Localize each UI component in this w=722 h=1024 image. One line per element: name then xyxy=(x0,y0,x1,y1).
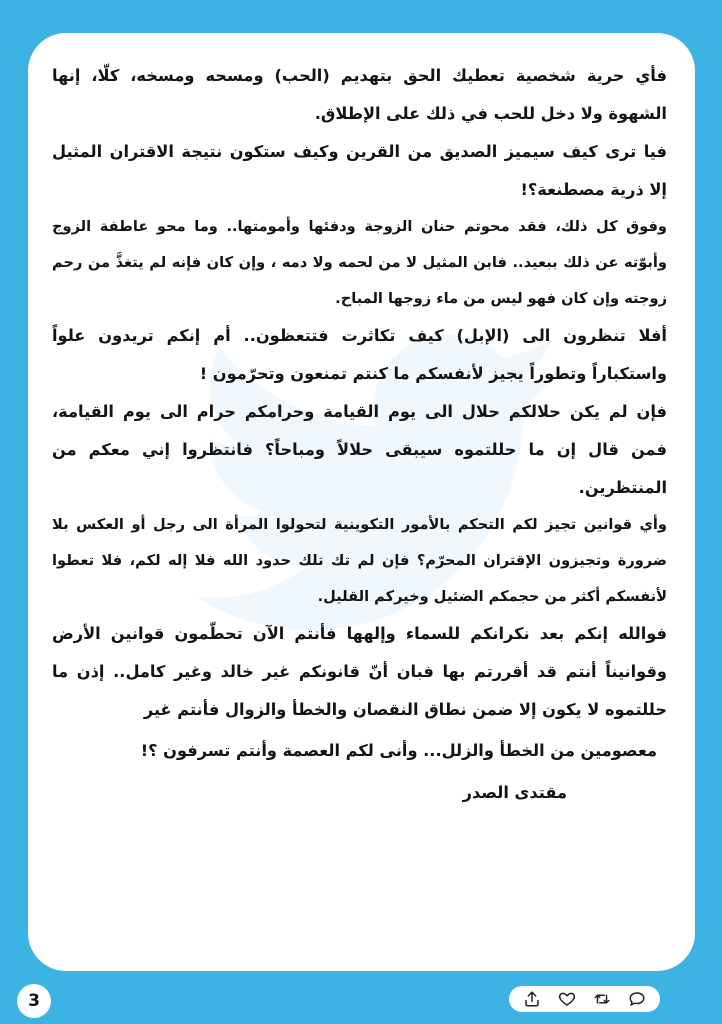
article-body xyxy=(52,57,667,813)
comment-icon xyxy=(628,990,646,1008)
paragraph-7: فوالله إنكم بعد نكرانكم للسماء وإلهها فأنتم الآن تحطّمون قوانين الأرض وقوانيناً أنتم قد أقررتم بها فبان أنّ قانونكم غير خالد وغير كامل.. إذن ما حللتموه لا يكون إلا ضمن نطاق النقصان والخطأ والزوال فأنتم غير xyxy=(52,624,667,719)
paragraph-1: فأي حرية شخصية تعطيك الحق بتهديم (الحب) ومسحه ومسخه، كلّا، إنها الشهوة ولا دخل للحب في ذلك على الإطلاق. xyxy=(52,66,667,123)
retweet-button[interactable] xyxy=(591,988,613,1010)
paragraph-5: فإن لم يكن حلالكم حلال الى يوم القيامة وحرامكم حرام الى يوم القيامة، فمن قال إن ما حللتموه سيبقى حلالاً ومباحاً؟ فانتظروا إني معكم من المنتظرين. xyxy=(52,402,667,497)
paragraph-3: وفوق كل ذلك، فقد محوتم حنان الزوجة ودفئها وأمومتها.. وما محو عاطفة الزوج وأبوّته عن ذلك ببعيد.. فابن المثيل لا من لحمه ولا دمه ، وإن كان فإنه لم يتغذَّ من رحم زوجته وإن كان فهو ليس من ماء زوجها المباح. xyxy=(52,218,667,307)
page-number-badge: 3 xyxy=(17,984,51,1018)
closing-line: معصومين من الخطأ والزلل... وأنى لكم العصمة وأنتم تسرفون ؟! xyxy=(140,741,657,760)
retweet-icon xyxy=(593,990,611,1008)
paragraph-6: وأي قوانين تجيز لكم التحكم بالأمور التكوينية لتحولوا المرأة الى رجل أو العكس بلا ضرورة وتجيزون الإقتران المحرّم؟ فإن لم تك تلك حدود الله فلا إله لكم، فلا تعطوا لأنفسكم أكثر من حجمكم الضئيل وخيركم القليل. xyxy=(52,516,667,605)
signature: مقتدى الصدر xyxy=(462,783,567,802)
share-icon xyxy=(523,990,541,1008)
post-card xyxy=(28,33,695,971)
comment-button[interactable] xyxy=(626,988,648,1010)
post-action-bar xyxy=(509,986,660,1012)
paragraph-2: فيا ترى كيف سيميز الصديق من القرين وكيف ستكون نتيجة الاقتران المثيل إلا ذرية مصطنعة؟! xyxy=(52,142,667,199)
share-button[interactable] xyxy=(521,988,543,1010)
like-button[interactable] xyxy=(556,988,578,1010)
heart-icon xyxy=(558,990,576,1008)
paragraph-4: أفلا تنظرون الى (الإبل) كيف تكاثرت فتتعظون.. أم إنكم تريدون علواً واستكباراً وتطوراً يجيز لأنفسكم ما كنتم تمنعون وتحرّمون ! xyxy=(52,326,667,383)
